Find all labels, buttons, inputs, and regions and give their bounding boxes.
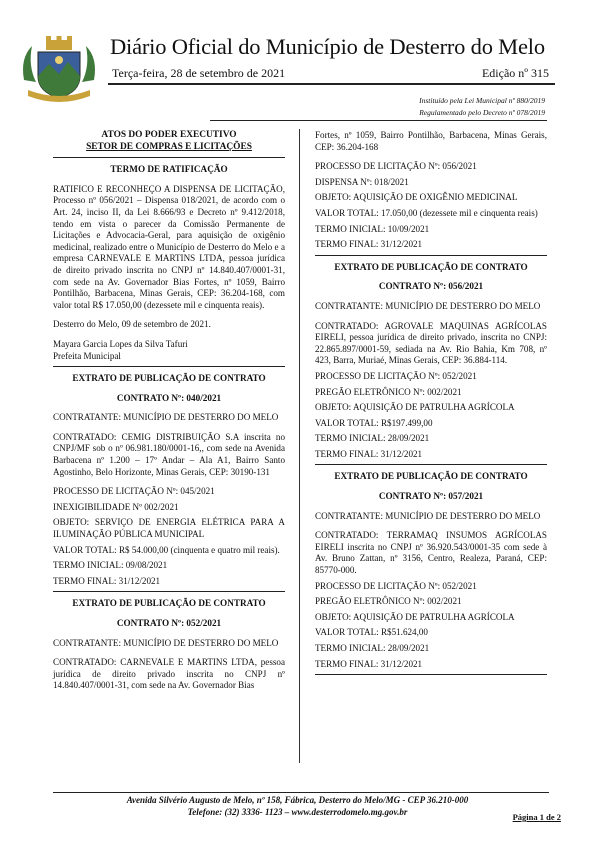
termo-inicial: TERMO INICIAL: 09/08/2021 — [53, 560, 168, 571]
divider — [315, 464, 547, 465]
divider — [53, 366, 285, 367]
termo-final: TERMO FINAL: 31/12/2021 — [53, 575, 161, 586]
institution-decree: Regulamentado pelo Decreto nº 078/2019 — [419, 108, 545, 117]
footer-rule — [53, 792, 549, 793]
pregao: PREGÃO ELETRÔNICO Nº: 002/2021 — [315, 596, 462, 607]
extrato-title: EXTRATO DE PUBLICAÇÃO DE CONTRATO — [72, 598, 266, 609]
contract-number: CONTRATO Nº: 057/2021 — [378, 491, 484, 502]
extrato-title: EXTRATO DE PUBLICAÇÃO DE CONTRATO — [72, 373, 266, 384]
objeto: OBJETO: SERVIÇO DE ENERGIA ELÉTRICA PARA A ILUMINAÇÃO PÚBLICA MUNICIPAL — [53, 517, 285, 540]
valor-total: VALOR TOTAL: 17.050,00 (dezessete mil e cinquenta reais) — [315, 207, 538, 218]
contratado: CONTRATADO: CEMIG DISTRIBUIÇÃO S.A inscrita no CNPJ/MF sob o nº 06.981.180/0001-16,, com sede na Avenida Barbacena nº 1.200 – 17º Andar – Ala A1, Bairro Santo Agostinho, Belo Horizonte, Minas Gerais, CEP: 30190-131 — [53, 431, 285, 477]
termo-inicial: TERMO INICIAL: 28/09/2021 — [315, 643, 430, 653]
newspaper-title: Diário Oficial do Município de Desterro do Melo — [110, 34, 545, 59]
pregao: PREGÃO ELETRÔNICO Nº: 002/2021 — [315, 386, 462, 397]
divider — [315, 674, 547, 675]
contratante: CONTRATANTE: MUNICÍPIO DE DESTERRO DO MELO — [53, 637, 279, 648]
processo: PROCESSO DE LICITAÇÃO Nº: 052/2021 — [315, 370, 477, 381]
institution-note — [419, 95, 545, 119]
valor-total: VALOR TOTAL: R$ 54.000,00 (cinquenta e quatro mil reais). — [53, 544, 280, 555]
header-subrule — [210, 120, 547, 121]
processo: PROCESSO DE LICITAÇÃO Nº: 052/2021 — [315, 580, 477, 591]
contract-number: CONTRATO Nº: 052/2021 — [116, 618, 222, 628]
contratado-continued: Fortes, nº 1059, Bairro Pontilhão, Barbacena, Minas Gerais, CEP: 36.204-168 — [315, 130, 547, 152]
section-subheading: SETOR DE COMPRAS E LICITAÇÕES — [86, 141, 252, 152]
inexigibilidade: INEXIGIBILIDADE Nº 002/2021 — [53, 501, 179, 512]
left-column — [53, 130, 285, 692]
section-heading: ATOS DO PODER EXECUTIVO — [101, 130, 237, 140]
contratado: CONTRATADO: TERRAMAQ INSUMOS AGRÍCOLAS EIRELI inscrita no CNPJ nº 36.920.543/0001-35 com sede à Av. Bruno Zattan, nº 3156, Centro, Realeza, Paraná, CEP: 85770-000. — [315, 530, 547, 576]
termo-title: TERMO DE RATIFICAÇÃO — [110, 164, 228, 175]
divider — [315, 255, 547, 256]
divider — [53, 157, 285, 158]
termo-place-date: Desterro do Melo, 09 de setembro de 2021. — [53, 319, 211, 330]
page-number: Página 1 de 2 — [512, 812, 561, 822]
institution-law: Instituído pela Lei Municipal nº 880/2019 — [419, 96, 545, 105]
objeto: OBJETO: AQUISIÇÃO DE OXIGÊNIO MEDICINAL — [315, 192, 518, 203]
signer-name: Mayara Garcia Lopes da Silva Tafuri — [53, 338, 188, 349]
termo-body: RATIFICO E RECONHEÇO A DISPENSA DE LICITAÇÃO, Processo nº 056/2021 – Dispensa 018/2021, de acordo com o Art. 24, inciso II, da Lei 8.666/93 e Decreto nº 9.412/2018, tendo em vista o parecer da Comissão Permanente de Licitações e Advocacia-Geral, para aquisição de oxigênio medicinal, realizado entre o Município de Desterro do Melo e a empresa CARNEVALE E MARTINS LTDA, pessoa jurídica de direito privado inscrita no CNPJ nº 14.840.407/0001-31, com sede na Av. Governador Bias Fortes, nº 1059, Bairro Pontilhão, Barbacena, Minas Gerais, CEP: 36.204-168, com valor total R$ 17.050,00 (dezessete mil e cinquenta reais). — [53, 183, 285, 310]
contratante: CONTRATANTE: MUNICÍPIO DE DESTERRO DO MELO — [315, 300, 541, 311]
extrato-title: EXTRATO DE PUBLICAÇÃO DE CONTRATO — [334, 261, 528, 272]
contratante: CONTRATANTE: MUNICÍPIO DE DESTERRO DO MELO — [315, 510, 541, 521]
header-rule — [108, 83, 555, 85]
termo-inicial: TERMO INICIAL: 10/09/2021 — [315, 223, 430, 234]
dispensa: DISPENSA Nº: 018/2021 — [315, 176, 409, 187]
contratado: CONTRATADO: CARNEVALE E MARTINS LTDA, pessoa jurídica de direito privado inscrita no CNPJ nº 14.840.407/0001-31, com sede na Av. Governador Bias — [53, 657, 285, 691]
right-column — [315, 130, 547, 681]
contract-number: CONTRATO Nº: 040/2021 — [116, 392, 222, 403]
termo-final: TERMO FINAL: 31/12/2021 — [315, 239, 423, 250]
objeto: OBJETO: AQUISIÇÃO DE PATRULHA AGRÍCOLA — [315, 402, 515, 413]
valor-total: VALOR TOTAL: R$51.624,00 — [315, 627, 428, 638]
termo-final: TERMO FINAL: 31/12/2021 — [315, 658, 423, 669]
processo: PROCESSO DE LICITAÇÃO Nº: 056/2021 — [315, 161, 477, 172]
processo: PROCESSO DE LICITAÇÃO Nº: 045/2021 — [53, 486, 215, 497]
footer-address: Avenida Silvério Augusto de Melo, nº 158, Fábrica, Desterro do Melo/MG - CEP 36.210-000 — [126, 795, 469, 805]
contract-number: CONTRATO Nº: 056/2021 — [378, 281, 484, 292]
signer-role: Prefeita Municipal — [53, 350, 121, 361]
column-divider — [299, 129, 300, 763]
municipal-coat-of-arms-icon — [18, 36, 100, 106]
contratado: CONTRATADO: AGROVALE MAQUINAS AGRÍCOLAS EIRELI, pessoa jurídica de direito privado, inscrita no CNPJ: 22.865.897/0001-59, sediada na Av. Rio Bahia, Km 708, nº 423, Barra, Muriaé, Minas Gerais, CEP: 36.884-114. — [315, 320, 547, 366]
divider — [53, 591, 285, 592]
extrato-title: EXTRATO DE PUBLICAÇÃO DE CONTRATO — [334, 471, 528, 482]
termo-final: TERMO FINAL: 31/12/2021 — [315, 448, 423, 459]
footer-contact: Telefone: (32) 3336- 1123 – www.desterrodomelo.mg.gov.br — [187, 807, 408, 817]
publication-date: Terça-feira, 28 de setembro de 2021 — [112, 66, 286, 80]
objeto: OBJETO: AQUISIÇÃO DE PATRULHA AGRÍCOLA — [315, 611, 515, 622]
valor-total: VALOR TOTAL: R$197.499,00 — [315, 417, 433, 428]
edition-number: Edição nº 315 — [481, 66, 549, 80]
contratante: CONTRATANTE: MUNICÍPIO DE DESTERRO DO MELO — [53, 412, 279, 423]
termo-inicial: TERMO INICIAL: 28/09/2021 — [315, 433, 430, 444]
